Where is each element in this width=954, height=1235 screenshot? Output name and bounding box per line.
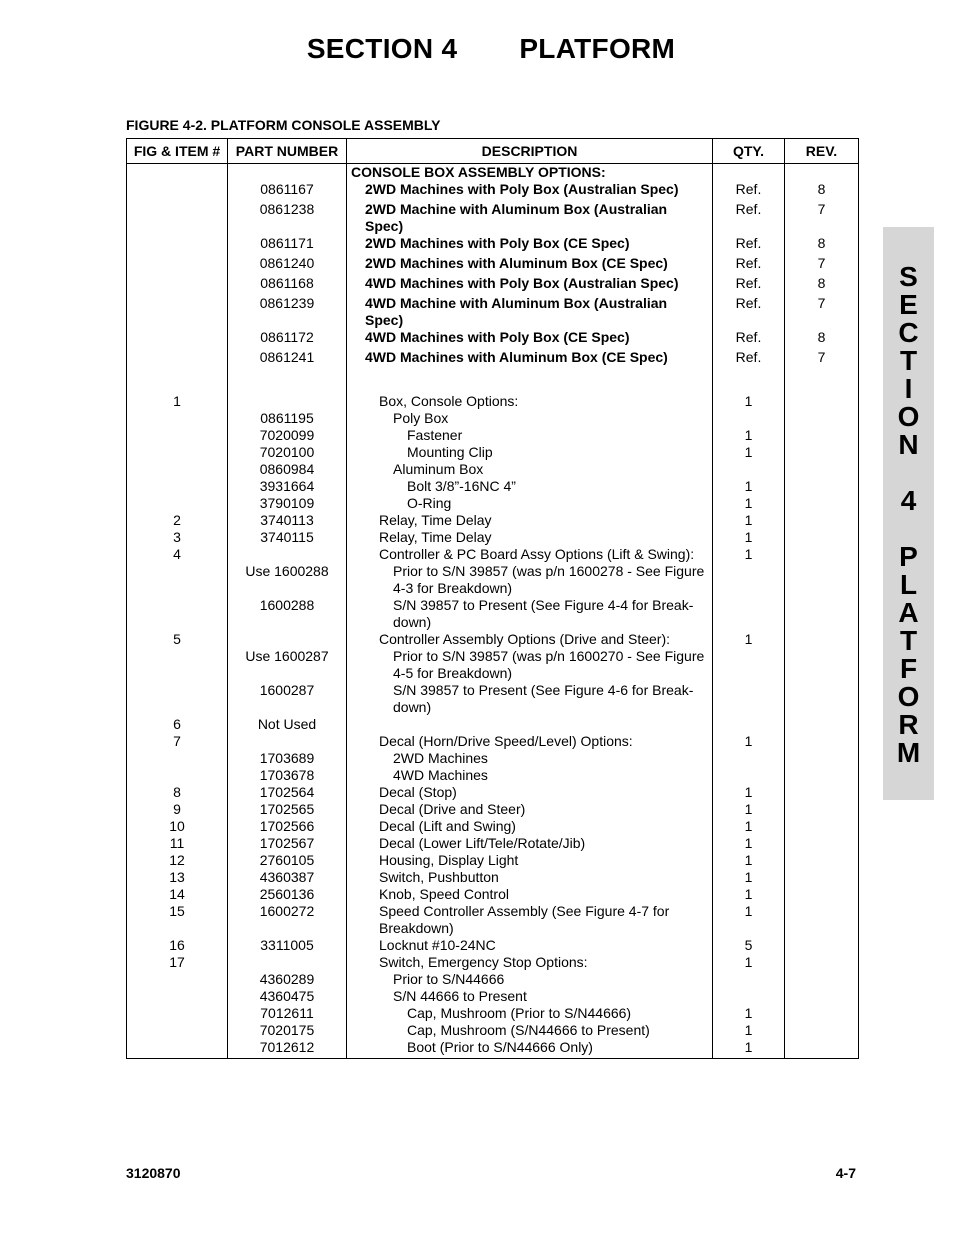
part-number-cell: 1600288 (228, 597, 347, 631)
table-row (127, 444, 859, 461)
part-number-cell (228, 369, 347, 393)
table-row (127, 1022, 859, 1039)
fig-item-cell: 5 (127, 631, 228, 648)
page-title (0, 33, 954, 65)
side-tab-letter: E (899, 289, 918, 320)
side-tab-letter: O (897, 681, 920, 712)
fig-item-cell (127, 495, 228, 512)
qty-cell: Ref. (713, 255, 785, 275)
description-cell: 4WD Machines with Poly Box (Australian Spec) (347, 275, 713, 295)
description-cell: Housing, Display Light (347, 852, 713, 869)
table-row (127, 495, 859, 512)
fig-item-cell (127, 295, 228, 329)
description-cell: 2WD Machines with Poly Box (Australian Spec) (347, 181, 713, 201)
part-number-cell: Not Used (228, 716, 347, 733)
rev-cell (785, 852, 859, 869)
description-cell: 2WD Machines (347, 750, 713, 767)
part-number-cell: 3311005 (228, 937, 347, 954)
side-tab-letter: M (896, 737, 921, 768)
part-number-cell: 2760105 (228, 852, 347, 869)
description-cell: S/N 39857 to Present (See Figure 4-6 for Break-down) (347, 682, 713, 716)
side-tab-letter: C (898, 317, 919, 348)
fig-item-cell (127, 563, 228, 597)
part-number-cell: 2560136 (228, 886, 347, 903)
part-number-cell: 3740113 (228, 512, 347, 529)
rev-cell (785, 495, 859, 512)
side-tab-letter: N (898, 429, 919, 460)
description-cell: S/N 39857 to Present (See Figure 4-4 for Break-down) (347, 597, 713, 631)
rev-cell (785, 903, 859, 937)
part-number-cell (228, 733, 347, 750)
qty-cell: 1 (713, 1039, 785, 1059)
rev-cell (785, 682, 859, 716)
fig-item-cell (127, 1005, 228, 1022)
description-cell: Switch, Emergency Stop Options: (347, 954, 713, 971)
qty-cell: 1 (713, 631, 785, 648)
description-cell: Speed Controller Assembly (See Figure 4-7 for Breakdown) (347, 903, 713, 937)
rev-cell: 7 (785, 201, 859, 235)
rev-cell (785, 461, 859, 478)
side-tab-letter: T (899, 625, 918, 656)
qty-cell: 1 (713, 835, 785, 852)
rev-cell: 7 (785, 295, 859, 329)
fig-item-cell (127, 181, 228, 201)
side-tab-letter: R (898, 709, 919, 740)
table-row (127, 733, 859, 750)
table-row (127, 410, 859, 427)
fig-item-cell (127, 369, 228, 393)
table-row (127, 164, 859, 182)
rev-cell (785, 767, 859, 784)
part-number-cell: 0861195 (228, 410, 347, 427)
rev-cell (785, 164, 859, 182)
table-row (127, 937, 859, 954)
description-cell: Cap, Mushroom (Prior to S/N44666) (347, 1005, 713, 1022)
part-number-cell: 3740115 (228, 529, 347, 546)
part-number-cell: 1703678 (228, 767, 347, 784)
table-row (127, 954, 859, 971)
qty-cell: 1 (713, 478, 785, 495)
fig-item-cell (127, 478, 228, 495)
description-cell: Aluminum Box (347, 461, 713, 478)
part-number-cell: 7020099 (228, 427, 347, 444)
part-number-cell: 4360475 (228, 988, 347, 1005)
description-cell: Decal (Horn/Drive Speed/Level) Options: (347, 733, 713, 750)
rev-cell (785, 784, 859, 801)
rev-cell (785, 444, 859, 461)
footer-page-number: 4-7 (835, 1165, 856, 1181)
fig-item-cell: 2 (127, 512, 228, 529)
header-rev: REV. (785, 139, 859, 164)
part-number-cell: 0861167 (228, 181, 347, 201)
section-name: PLATFORM (519, 33, 676, 64)
part-number-cell: 1702567 (228, 835, 347, 852)
table-row (127, 801, 859, 818)
fig-item-cell: 4 (127, 546, 228, 563)
part-number-cell: 0861168 (228, 275, 347, 295)
section-side-tab (883, 227, 934, 800)
table-row (127, 597, 859, 631)
table-row (127, 767, 859, 784)
rev-cell (785, 410, 859, 427)
qty-cell (713, 750, 785, 767)
figure-title: FIGURE 4-2. PLATFORM CONSOLE ASSEMBLY (126, 117, 441, 133)
table-row (127, 235, 859, 255)
fig-item-cell (127, 255, 228, 275)
part-number-cell: 1702564 (228, 784, 347, 801)
rev-cell: 8 (785, 275, 859, 295)
qty-cell (713, 648, 785, 682)
table-row (127, 201, 859, 235)
rev-cell (785, 512, 859, 529)
rev-cell (785, 954, 859, 971)
part-number-cell: 0861171 (228, 235, 347, 255)
qty-cell: 1 (713, 733, 785, 750)
rev-cell (785, 369, 859, 393)
description-cell: 2WD Machines with Aluminum Box (CE Spec) (347, 255, 713, 275)
part-number-cell: 7020175 (228, 1022, 347, 1039)
description-cell: Decal (Lift and Swing) (347, 818, 713, 835)
fig-item-cell (127, 275, 228, 295)
qty-cell (713, 410, 785, 427)
part-number-cell: 1702565 (228, 801, 347, 818)
rev-cell (785, 750, 859, 767)
table-row (127, 461, 859, 478)
fig-item-cell: 8 (127, 784, 228, 801)
table-row (127, 563, 859, 597)
description-cell: Locknut #10-24NC (347, 937, 713, 954)
description-cell: S/N 44666 to Present (347, 988, 713, 1005)
qty-cell (713, 563, 785, 597)
side-tab-letter: O (897, 401, 920, 432)
rev-cell (785, 478, 859, 495)
description-cell: Knob, Speed Control (347, 886, 713, 903)
fig-item-cell (127, 444, 228, 461)
qty-cell: Ref. (713, 181, 785, 201)
table-row (127, 835, 859, 852)
description-cell: Fastener (347, 427, 713, 444)
rev-cell (785, 1039, 859, 1059)
fig-item-cell (127, 767, 228, 784)
rev-cell (785, 937, 859, 954)
qty-cell (713, 682, 785, 716)
rev-cell (785, 393, 859, 410)
table-row (127, 546, 859, 563)
description-cell (347, 369, 713, 393)
qty-cell: 5 (713, 937, 785, 954)
table-row (127, 886, 859, 903)
fig-item-cell (127, 1039, 228, 1059)
side-tab-letter: I (904, 373, 913, 404)
description-cell: Mounting Clip (347, 444, 713, 461)
qty-cell: 1 (713, 495, 785, 512)
table-row (127, 295, 859, 329)
fig-item-cell (127, 648, 228, 682)
parts-table-body (127, 164, 859, 1059)
qty-cell: 1 (713, 512, 785, 529)
fig-item-cell: 7 (127, 733, 228, 750)
qty-cell (713, 716, 785, 733)
part-number-cell: 1600272 (228, 903, 347, 937)
fig-item-cell: 6 (127, 716, 228, 733)
table-row (127, 275, 859, 295)
qty-cell (713, 461, 785, 478)
rev-cell: 8 (785, 181, 859, 201)
fig-item-cell: 11 (127, 835, 228, 852)
part-number-cell (228, 164, 347, 182)
description-cell: Poly Box (347, 410, 713, 427)
description-cell: Cap, Mushroom (S/N44666 to Present) (347, 1022, 713, 1039)
qty-cell: 1 (713, 886, 785, 903)
qty-cell: Ref. (713, 275, 785, 295)
part-number-cell: 0861240 (228, 255, 347, 275)
table-row (127, 427, 859, 444)
rev-cell (785, 818, 859, 835)
fig-item-cell: 15 (127, 903, 228, 937)
table-row (127, 349, 859, 369)
fig-item-cell (127, 427, 228, 444)
fig-item-cell (127, 164, 228, 182)
part-number-cell: 0861241 (228, 349, 347, 369)
header-part-number: PART NUMBER (228, 139, 347, 164)
part-number-cell (228, 546, 347, 563)
qty-cell (713, 767, 785, 784)
qty-cell: Ref. (713, 329, 785, 349)
fig-item-cell (127, 329, 228, 349)
table-row (127, 393, 859, 410)
table-row (127, 1005, 859, 1022)
part-number-cell (228, 954, 347, 971)
fig-item-cell: 13 (127, 869, 228, 886)
side-tab-letter: P (899, 541, 918, 572)
description-cell: Decal (Lower Lift/Tele/Rotate/Jib) (347, 835, 713, 852)
qty-cell: 1 (713, 393, 785, 410)
description-cell: Controller & PC Board Assy Options (Lift & Swing): (347, 546, 713, 563)
description-cell: Boot (Prior to S/N44666 Only) (347, 1039, 713, 1059)
side-tab-letter: S (899, 261, 918, 292)
qty-cell: 1 (713, 818, 785, 835)
part-number-cell: Use 1600288 (228, 563, 347, 597)
table-row (127, 369, 859, 393)
description-cell: Prior to S/N 39857 (was p/n 1600278 - See Figure 4-3 for Breakdown) (347, 563, 713, 597)
parts-table (126, 138, 859, 1059)
part-number-cell: 0861239 (228, 295, 347, 329)
part-number-cell (228, 393, 347, 410)
qty-cell: Ref. (713, 235, 785, 255)
qty-cell (713, 988, 785, 1005)
part-number-cell: 7012612 (228, 1039, 347, 1059)
table-row (127, 988, 859, 1005)
fig-item-cell (127, 750, 228, 767)
description-cell: Relay, Time Delay (347, 529, 713, 546)
header-description: DESCRIPTION (347, 139, 713, 164)
rev-cell (785, 971, 859, 988)
qty-cell: 1 (713, 903, 785, 937)
rev-cell (785, 631, 859, 648)
rev-cell (785, 869, 859, 886)
qty-cell: 1 (713, 529, 785, 546)
description-cell: Decal (Stop) (347, 784, 713, 801)
description-cell: CONSOLE BOX ASSEMBLY OPTIONS: (347, 164, 713, 182)
part-number-cell: 7012611 (228, 1005, 347, 1022)
qty-cell: Ref. (713, 201, 785, 235)
table-row (127, 529, 859, 546)
description-cell: 4WD Machines (347, 767, 713, 784)
qty-cell (713, 597, 785, 631)
rev-cell: 8 (785, 329, 859, 349)
rev-cell (785, 648, 859, 682)
table-header-row (127, 139, 859, 164)
fig-item-cell: 12 (127, 852, 228, 869)
description-cell: 4WD Machines with Aluminum Box (CE Spec) (347, 349, 713, 369)
fig-item-cell: 16 (127, 937, 228, 954)
qty-cell: 1 (713, 427, 785, 444)
rev-cell: 7 (785, 349, 859, 369)
side-tab-letter: A (898, 597, 919, 628)
fig-item-cell (127, 971, 228, 988)
description-cell: Controller Assembly Options (Drive and Steer): (347, 631, 713, 648)
fig-item-cell (127, 461, 228, 478)
fig-item-cell: 9 (127, 801, 228, 818)
header-qty: QTY. (713, 139, 785, 164)
qty-cell: Ref. (713, 295, 785, 329)
rev-cell (785, 988, 859, 1005)
table-row (127, 329, 859, 349)
fig-item-cell (127, 349, 228, 369)
fig-item-cell: 10 (127, 818, 228, 835)
rev-cell: 8 (785, 235, 859, 255)
part-number-cell: 1703689 (228, 750, 347, 767)
table-row (127, 750, 859, 767)
table-row (127, 869, 859, 886)
table-row (127, 478, 859, 495)
table-row (127, 903, 859, 937)
description-cell: Switch, Pushbutton (347, 869, 713, 886)
part-number-cell: 0860984 (228, 461, 347, 478)
qty-cell: 1 (713, 801, 785, 818)
part-number-cell (228, 631, 347, 648)
rev-cell (785, 716, 859, 733)
rev-cell: 7 (785, 255, 859, 275)
rev-cell (785, 1005, 859, 1022)
rev-cell (785, 597, 859, 631)
description-cell: Bolt 3/8”-16NC 4” (347, 478, 713, 495)
fig-item-cell (127, 597, 228, 631)
side-tab-letter: T (899, 345, 918, 376)
qty-cell: 1 (713, 852, 785, 869)
side-tab-letter: 4 (900, 485, 917, 516)
table-row (127, 852, 859, 869)
part-number-cell: 4360387 (228, 869, 347, 886)
description-cell: 2WD Machines with Poly Box (CE Spec) (347, 235, 713, 255)
fig-item-cell (127, 235, 228, 255)
rev-cell (785, 886, 859, 903)
qty-cell: 1 (713, 869, 785, 886)
description-cell: Decal (Drive and Steer) (347, 801, 713, 818)
qty-cell: 1 (713, 954, 785, 971)
rev-cell (785, 529, 859, 546)
part-number-cell: Use 1600287 (228, 648, 347, 682)
table-row (127, 181, 859, 201)
rev-cell (785, 801, 859, 818)
rev-cell (785, 427, 859, 444)
table-row (127, 631, 859, 648)
description-cell: O-Ring (347, 495, 713, 512)
qty-cell (713, 369, 785, 393)
table-row (127, 255, 859, 275)
table-row (127, 784, 859, 801)
fig-item-cell (127, 201, 228, 235)
table-row (127, 971, 859, 988)
rev-cell (785, 733, 859, 750)
part-number-cell: 1702566 (228, 818, 347, 835)
fig-item-cell (127, 988, 228, 1005)
fig-item-cell: 3 (127, 529, 228, 546)
description-cell: 2WD Machine with Aluminum Box (Australian Spec) (347, 201, 713, 235)
part-number-cell: 3790109 (228, 495, 347, 512)
footer-doc-number: 3120870 (126, 1165, 181, 1181)
fig-item-cell (127, 410, 228, 427)
qty-cell (713, 164, 785, 182)
fig-item-cell: 17 (127, 954, 228, 971)
table-row (127, 648, 859, 682)
fig-item-cell (127, 1022, 228, 1039)
qty-cell: Ref. (713, 349, 785, 369)
part-number-cell: 1600287 (228, 682, 347, 716)
part-number-cell: 0861172 (228, 329, 347, 349)
rev-cell (785, 563, 859, 597)
fig-item-cell: 1 (127, 393, 228, 410)
side-tab-letter: L (899, 569, 918, 600)
part-number-cell: 3931664 (228, 478, 347, 495)
fig-item-cell (127, 682, 228, 716)
description-cell: 4WD Machines with Poly Box (CE Spec) (347, 329, 713, 349)
description-cell: Prior to S/N44666 (347, 971, 713, 988)
table-row (127, 1039, 859, 1059)
description-cell (347, 716, 713, 733)
qty-cell: 1 (713, 1022, 785, 1039)
description-cell: Box, Console Options: (347, 393, 713, 410)
header-fig-item: FIG & ITEM # (127, 139, 228, 164)
rev-cell (785, 546, 859, 563)
table-row (127, 512, 859, 529)
table-row (127, 682, 859, 716)
side-tab-letter: F (899, 653, 918, 684)
qty-cell: 1 (713, 784, 785, 801)
qty-cell (713, 971, 785, 988)
table-row (127, 818, 859, 835)
rev-cell (785, 835, 859, 852)
description-cell: Prior to S/N 39857 (was p/n 1600270 - See Figure 4-5 for Breakdown) (347, 648, 713, 682)
qty-cell: 1 (713, 444, 785, 461)
qty-cell: 1 (713, 1005, 785, 1022)
rev-cell (785, 1022, 859, 1039)
section-label: SECTION 4 (306, 33, 458, 64)
fig-item-cell: 14 (127, 886, 228, 903)
part-number-cell: 7020100 (228, 444, 347, 461)
part-number-cell: 0861238 (228, 201, 347, 235)
description-cell: Relay, Time Delay (347, 512, 713, 529)
qty-cell: 1 (713, 546, 785, 563)
table-row (127, 716, 859, 733)
description-cell: 4WD Machine with Aluminum Box (Australian Spec) (347, 295, 713, 329)
part-number-cell: 4360289 (228, 971, 347, 988)
